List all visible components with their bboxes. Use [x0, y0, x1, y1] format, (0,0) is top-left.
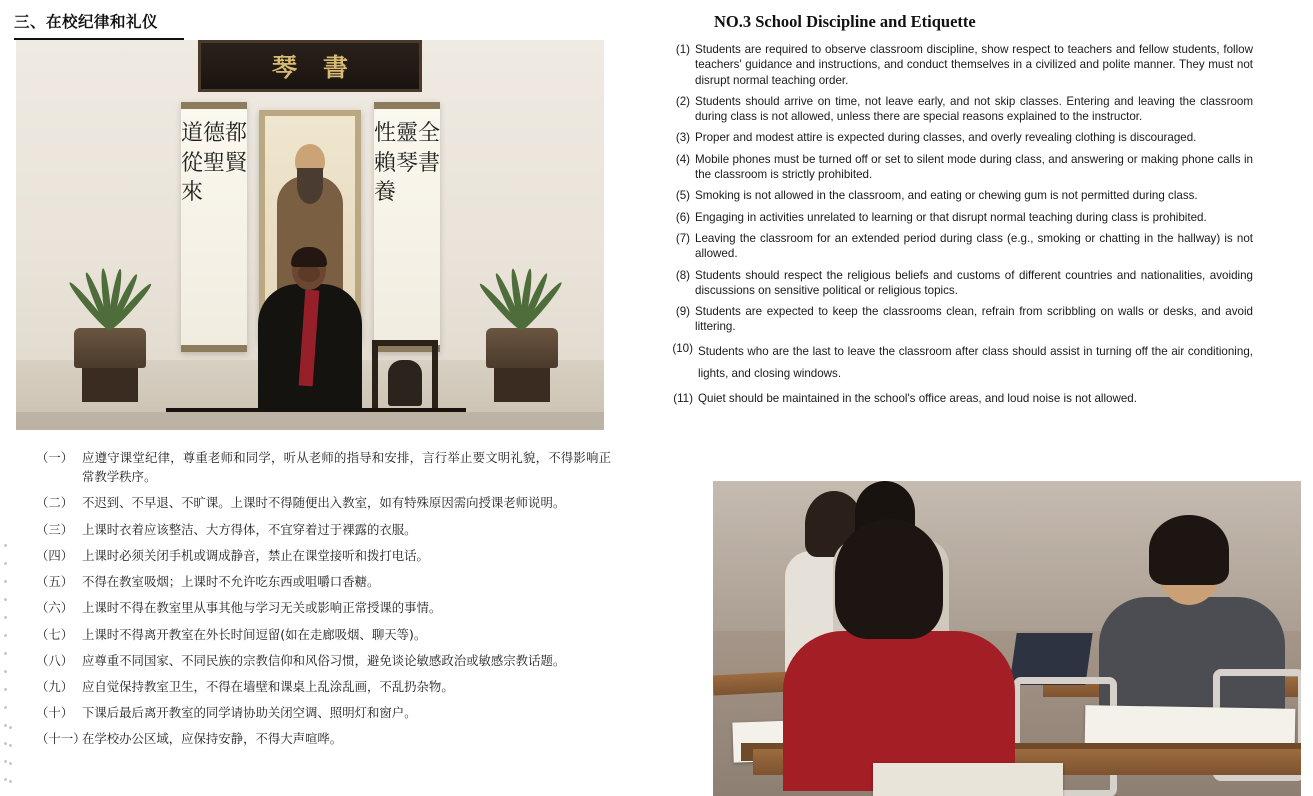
list-item-number: （九）	[36, 678, 74, 694]
potted-plant-left	[74, 328, 146, 402]
list-item	[36, 598, 611, 617]
list-item-text: Leaving the classroom for an extended period during class (e.g., smoking or chatting in the hallway) is not allowed.	[695, 231, 1253, 261]
list-item-text: Students are required to observe classroom discipline, show respect to teachers and fellow students, follow teachers' guidance and instructions, and conduct themselves in a civilized and polite manner. They must not disrupt normal teaching order.	[695, 43, 1253, 87]
english-section-heading: NO.3 School Discipline and Etiquette	[714, 12, 976, 31]
list-item-number: （六）	[36, 600, 74, 616]
list-item	[667, 152, 1253, 183]
list-item	[36, 677, 611, 696]
plaque-char-2: 書	[323, 53, 349, 82]
list-item-number: （三）	[36, 521, 74, 537]
list-item-number: （五）	[36, 574, 74, 590]
list-item-number: (9)	[675, 305, 690, 319]
list-item-text: 上课时不得离开教室在外长时间逗留(如在走廊吸烟、聊天等)。	[82, 626, 427, 642]
person-hair	[291, 247, 327, 267]
list-item-text: 应遵守课堂纪律，尊重老师和同学，听从老师的指导和安排，言行举止要文明礼貌，不得影响正常教学秩序。	[82, 450, 611, 485]
student-hair	[835, 519, 943, 639]
list-item	[667, 130, 1253, 145]
list-item	[36, 651, 611, 670]
list-item-number: （十）	[36, 705, 74, 721]
plaque-char-1: 琴	[271, 53, 297, 82]
list-item-number: (3)	[675, 131, 690, 145]
list-item	[36, 729, 611, 748]
list-item	[36, 546, 611, 565]
chinese-rules-list	[36, 448, 611, 756]
list-item	[667, 231, 1253, 262]
classroom-background	[713, 481, 1301, 796]
english-rules-list	[667, 42, 1253, 412]
list-item-text: Students should respect the religious beliefs and customs of different countries and nationalities, avoiding discussions on sensitive political or religious topics.	[695, 268, 1253, 297]
list-item	[36, 572, 611, 591]
list-item	[36, 625, 611, 644]
foreground-student	[773, 519, 1023, 779]
list-item-text: 下课后最后离开教室的同学请协助关闭空调、照明灯和窗户。	[82, 705, 417, 721]
list-item-text: Mobile phones must be turned off or set to silent mode during class, and answering or making phone calls in the classroom is strictly prohibited.	[695, 152, 1253, 182]
list-item-text: Quiet should be maintained in the school's office areas, and loud noise is not allowed.	[698, 391, 1137, 405]
plant-leaves-right	[480, 234, 564, 330]
list-item-text: Students are expected to keep the classrooms clean, refrain from scribbling on walls or desks, and avoid littering.	[695, 305, 1253, 334]
plant-pot-left	[74, 328, 146, 368]
student-hair	[1149, 515, 1229, 585]
list-item-text: 应自觉保持教室卫生，不得在墙壁和课桌上乱涂乱画，不乱扔杂物。	[82, 678, 454, 694]
list-item-number: (2)	[675, 94, 690, 108]
list-item-number: （四）	[36, 547, 74, 563]
plant-stand-right	[494, 368, 550, 402]
list-item	[667, 391, 1253, 406]
plant-leaves-left	[68, 234, 152, 330]
list-item-number: (5)	[675, 189, 690, 203]
calligraphy-scroll-left	[181, 102, 247, 352]
list-item-text: 不迟到、不早退、不旷课。上课时不得随便出入教室，如有特殊原因需向授课老师说明。	[82, 495, 566, 511]
confucius-study-room-photo	[16, 40, 604, 430]
list-item-text: Students should arrive on time, not leave early, and not skip classes. Entering and leaving the classroom during class is not allowed, unless there are special reasons explained to the instructor.	[695, 94, 1253, 124]
list-item-text: 在学校办公区域，应保持安静，不得大声喧哗。	[82, 731, 343, 747]
left-column-chinese	[0, 0, 656, 796]
list-item-number: (7)	[675, 231, 690, 245]
list-item-text: Students who are the last to leave the classroom after class should assist in turning off the air conditioning, lights, and closing windows.	[698, 344, 1253, 380]
list-item	[36, 493, 611, 512]
list-item-text: 上课时衣着应该整洁、大方得体，不宜穿着过于裸露的衣服。	[82, 521, 417, 537]
chinese-section-heading: 三、在校纪律和礼仪	[14, 13, 159, 31]
list-item-number: (8)	[675, 268, 690, 282]
sage-beard	[297, 168, 323, 204]
bronze-bell	[388, 360, 422, 406]
calligraphy-scroll-right	[374, 102, 440, 352]
list-item-text: 上课时必须关闭手机或调成静音，禁止在课堂接听和拨打电话。	[82, 547, 429, 563]
list-item-number: (11)	[673, 391, 693, 405]
scroll-left-text: 道德都從聖賢來	[181, 121, 248, 206]
list-item	[667, 210, 1253, 225]
list-item	[667, 188, 1253, 203]
list-item-number: （十一）	[36, 731, 86, 747]
plant-stand-left	[82, 368, 138, 402]
wall-plaque	[198, 40, 422, 92]
list-item	[667, 94, 1253, 125]
list-item	[36, 703, 611, 722]
list-item	[667, 304, 1253, 335]
list-item-text: Proper and modest attire is expected during classes, and overly revealing clothing is discouraged.	[695, 131, 1197, 145]
list-item	[36, 448, 611, 486]
open-book-front	[873, 763, 1063, 796]
list-item-number: （七）	[36, 626, 74, 642]
floor-strip	[16, 412, 604, 430]
list-item-number: (6)	[675, 210, 690, 224]
list-item	[667, 268, 1253, 299]
potted-plant-right	[486, 328, 558, 402]
seated-person	[248, 250, 372, 430]
list-item-text: 应尊重不同国家、不同民族的宗教信仰和风俗习惯，避免谈论敏感政治或敏感宗教话题。	[82, 652, 566, 668]
list-item-number: (4)	[675, 152, 690, 166]
decorative-dot-margin	[0, 540, 14, 796]
list-item	[36, 520, 611, 539]
list-item-text: 不得在教室吸烟；上课时不允许吃东西或咀嚼口香糖。	[82, 574, 380, 590]
list-item	[667, 341, 1253, 385]
list-item-text: Smoking is not allowed in the classroom, and eating or chewing gum is not permitted during class.	[695, 189, 1198, 203]
plant-pot-right	[486, 328, 558, 368]
room-background	[16, 40, 604, 430]
list-item-number: （二）	[36, 495, 74, 511]
list-item-number: （一）	[36, 450, 74, 465]
list-item-text: Engaging in activities unrelated to learning or that disrupt normal teaching during class is prohibited.	[695, 210, 1207, 224]
list-item-number: （八）	[36, 652, 74, 668]
list-item-number: (10)	[672, 341, 693, 355]
scroll-right-text: 性靈全賴琴書養	[374, 121, 441, 206]
list-item-text: 上课时不得在教室里从事其他与学习无关或影响正常授课的事情。	[82, 600, 442, 616]
list-item	[667, 42, 1253, 88]
students-studying-classroom-photo	[713, 481, 1301, 796]
list-item-number: (1)	[675, 43, 690, 56]
